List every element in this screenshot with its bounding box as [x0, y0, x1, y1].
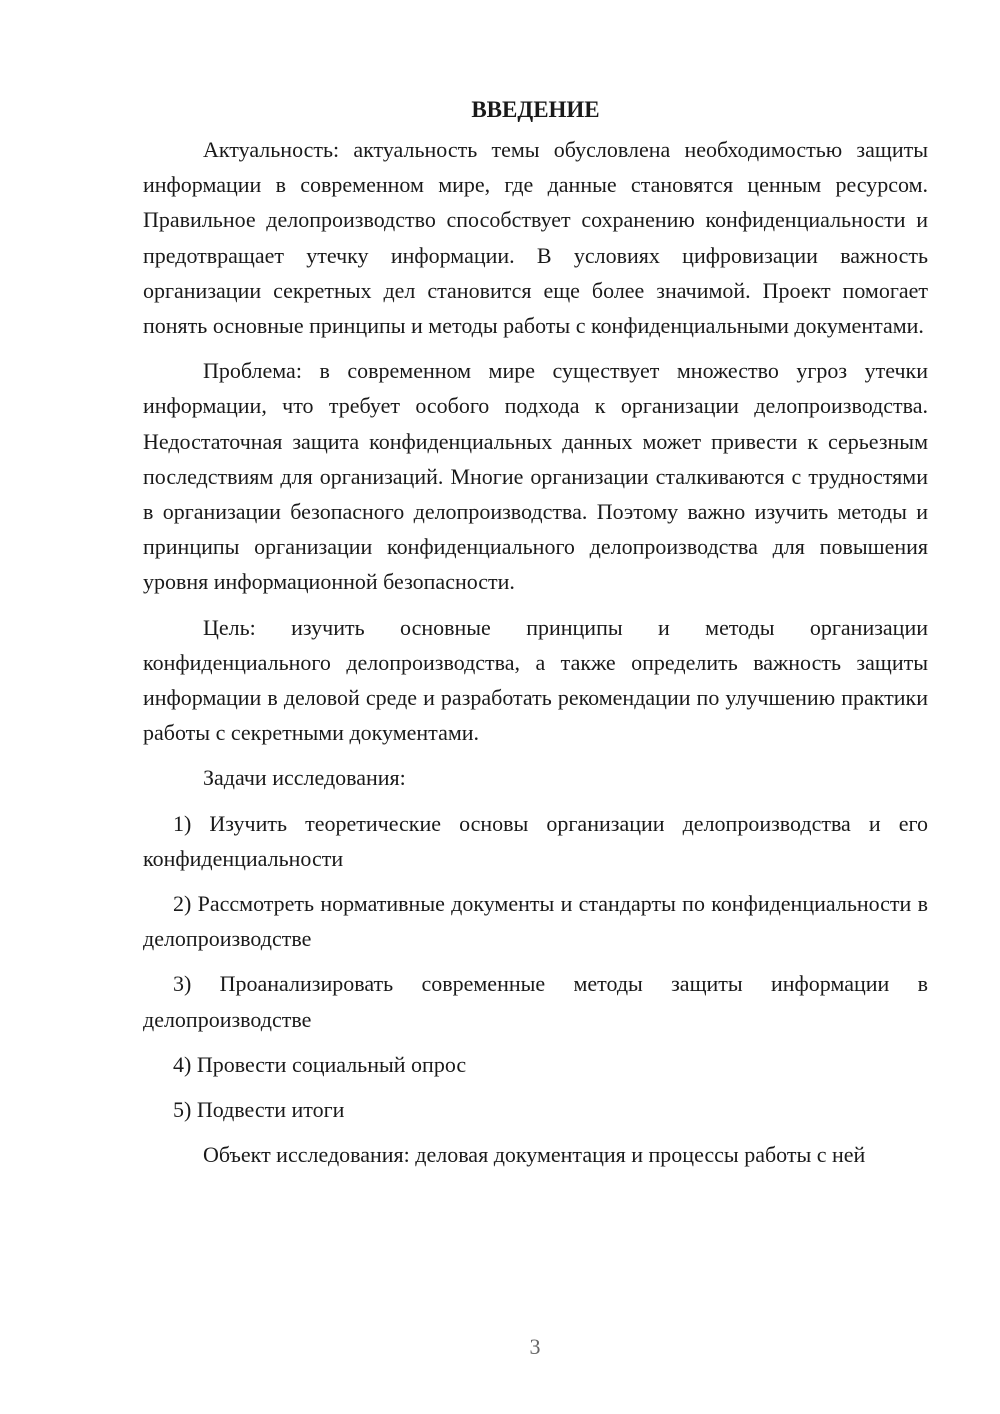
problem-paragraph: Проблема: в современном мире существует множество угроз утечки информации, что требует особого подхода к организации делопроизводства. Недостаточная защита конфиденциальных данных может привести к серьезным последствиям для организаций. Многие организации сталкиваются с трудностями в организации безопасного делопроизводства. Поэтому важно изучить методы и принципы организации конфиденциального делопроизводства для повышения уровня информационной безопасности. — [143, 358, 928, 595]
object-paragraph: Объект исследования: деловая документация и процессы работы с ней — [203, 1142, 866, 1168]
task-item: 3) Проанализировать современные методы защиты информации в делопроизводстве — [143, 971, 928, 1032]
section-title: ВВЕДЕНИЕ — [471, 97, 600, 122]
task-item: 1) Изучить теоретические основы организации делопроизводства и его конфиденциальности — [143, 810, 928, 871]
page-number: 3 — [529, 1334, 541, 1359]
task-item: 2) Рассмотреть нормативные документы и стандарты по конфиденциальности в делопроизводстве — [143, 891, 928, 952]
goal-paragraph: Цель: изучить основные принципы и методы организации конфиденциального делопроизводства, а также определить важность защиты информации в деловой среде и разработать рекомендации по улучшению практики работы с секретными документами. — [143, 614, 928, 746]
relevance-paragraph: Актуальность: актуальность темы обусловлена необходимостью защиты информации в современном мире, где данные становятся ценным ресурсом. Правильное делопроизводство способствует сохранению конфиденциальности и предотвращает утечку информации. В условиях цифровизации важность организации секретных дел становится еще более значимой. Проект помогает понять основные принципы и методы работы с конфиденциальными документами. — [143, 137, 928, 339]
task-item: 4) Провести социальный опрос — [173, 1051, 467, 1077]
tasks-heading: Задачи исследования: — [203, 765, 406, 791]
document-page — [143, 92, 928, 1182]
task-item: 5) Подвести итоги — [173, 1097, 345, 1123]
